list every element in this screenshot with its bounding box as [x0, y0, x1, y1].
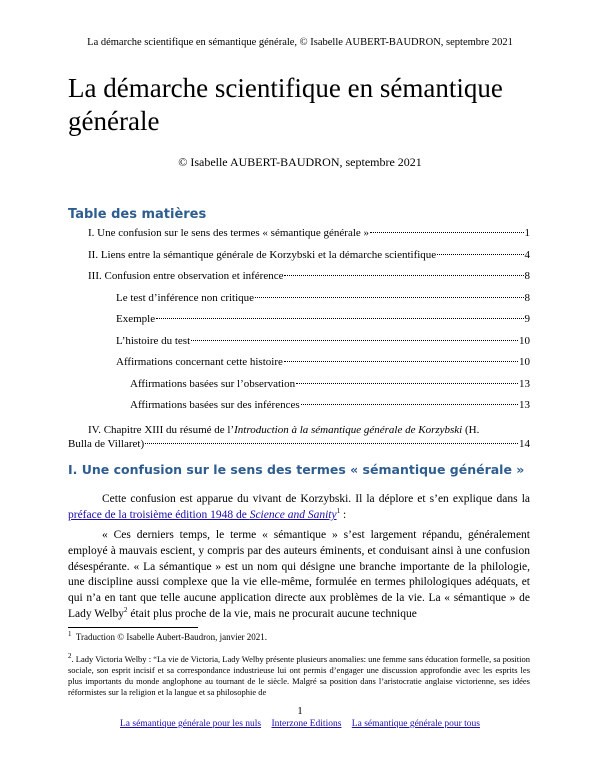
paragraph-text: Cette confusion est apparue du vivant de Korzybski. Il la déplore et s’en explique dans la: [102, 493, 530, 505]
footer-link-nuls[interactable]: La sémantique générale pour les nuls: [119, 719, 262, 729]
toc-entry[interactable]: [68, 335, 530, 357]
toc-entry-page: 10: [519, 334, 530, 347]
section-heading: I. Une confusion sur le sens des termes « sémantique générale »: [68, 462, 525, 477]
toc-entry[interactable]: [68, 270, 530, 292]
footnote-text: . Lady Victoria Welby : “La vie de Victoria, Lady Welby présente plusieurs anomalies: une femme sans éducation formelle, sa position sociale, son esprit incisif et sa correspondance industrieuse lui ont permis d’engager une discussion approfondie avec les esprits les plus importants du monde anglophone au tournant de le siècle. Malgré sa position dans l’aristocratie anglaise victorienne, ses idées réformistes sur la religion et la langue et sa philosophie de: [68, 654, 530, 697]
link-italic: Science and Sanity: [249, 509, 337, 521]
toc-entry[interactable]: [68, 378, 530, 400]
toc-entry-text: I. Une confusion sur le sens des termes « sémantique générale »: [88, 227, 370, 239]
footnote-ref[interactable]: 2: [124, 606, 128, 615]
footnote-separator: [68, 627, 198, 628]
toc-entry-page: 14: [519, 437, 530, 450]
toc-entry[interactable]: [68, 292, 530, 314]
toc-entry-text: Le test d’inférence non critique: [116, 291, 255, 304]
paragraph: [68, 491, 530, 523]
toc-entry-text: IV. Chapitre XIII du résumé de l’: [88, 423, 235, 436]
footnote-1: [68, 632, 530, 642]
toc-entry-page: 10: [519, 356, 530, 368]
footnote-2: [68, 654, 530, 698]
footnote-number: 2: [68, 652, 72, 661]
toc-entry-text: Affirmations concernant cette histoire: [116, 356, 283, 368]
toc-entry-page: 13: [519, 399, 530, 411]
toc-entry[interactable]: [68, 423, 530, 451]
toc-entry-page: 9: [524, 313, 530, 325]
toc-entry-page: 1: [524, 227, 530, 239]
author-line: © Isabelle AUBERT-BAUDRON, septembre 2021: [178, 155, 422, 169]
toc-entry-page: 13: [519, 377, 530, 390]
toc-entry-text: Bulla de Villaret): [68, 437, 145, 450]
footer-link-interzone[interactable]: Interzone Editions: [271, 719, 342, 729]
toc-entry-text: II. Liens entre la sémantique générale de Korzybski et la démarche scientifique: [88, 248, 437, 261]
paragraph-text: était plus proche de la vie, mais ne procurait aucune technique: [127, 607, 417, 620]
link-text: préface de la troisième édition 1948 de: [68, 509, 250, 521]
quote-paragraph: [68, 528, 530, 623]
document-title: La démarche scientifique en sémantique générale: [68, 73, 503, 136]
toc-entry[interactable]: [68, 249, 530, 271]
running-header: La démarche scientifique en sémantique générale, © Isabelle AUBERT-BAUDRON, septembre 2021: [87, 37, 513, 48]
toc-entry-page: 8: [524, 270, 530, 282]
page-number: 1: [297, 705, 303, 717]
toc-entry-text: Affirmations basées sur l’observation: [130, 377, 296, 390]
paragraph-text: :: [340, 509, 347, 521]
toc-entry[interactable]: [68, 356, 530, 378]
table-of-contents: [68, 227, 530, 451]
toc-entry[interactable]: [68, 313, 530, 335]
footnote-number: 1: [68, 630, 72, 638]
toc-entry-text: L’histoire du test: [116, 334, 191, 347]
toc-entry[interactable]: [68, 227, 530, 249]
toc-entry-text: III. Confusion entre observation et inférence: [88, 270, 284, 282]
toc-entry-italic: Introduction à la sémantique générale de Korzybski: [234, 423, 463, 436]
toc-entry-page: 8: [524, 291, 530, 304]
toc-entry-text: Exemple: [116, 313, 156, 325]
toc-entry-text: Affirmations basées sur des inférences: [130, 399, 300, 411]
toc-entry[interactable]: [68, 399, 530, 421]
toc-entry-text: (H.: [462, 423, 480, 436]
paragraph-text: « Ces derniers temps, le terme « sémantique » s’est largement répandu, généralement employé à mauvais escient, y compris par des auteurs éminents, et conduisant ainsi à une confusion désespérante. « La sémantique » est un nom qui désigne une branche importante de la philologie, une discipline aussi complexe que la vie elle-même, formulée en termes philologiques adéquats, et qui n’a en tant que telle aucune application directe aux problèmes de la vie. La « sémantique » de Lady Welby: [68, 529, 530, 620]
toc-heading: Table des matières: [68, 207, 207, 222]
toc-entry-page: 4: [524, 248, 530, 261]
footnote-ref[interactable]: 1: [336, 507, 341, 516]
footnote-text: Traduction © Isabelle Aubert-Baudron, janvier 2021.: [75, 632, 268, 642]
preface-link[interactable]: [68, 509, 337, 521]
footer-link-tous[interactable]: La sémantique générale pour tous: [351, 719, 481, 729]
footer-links: [0, 719, 600, 729]
